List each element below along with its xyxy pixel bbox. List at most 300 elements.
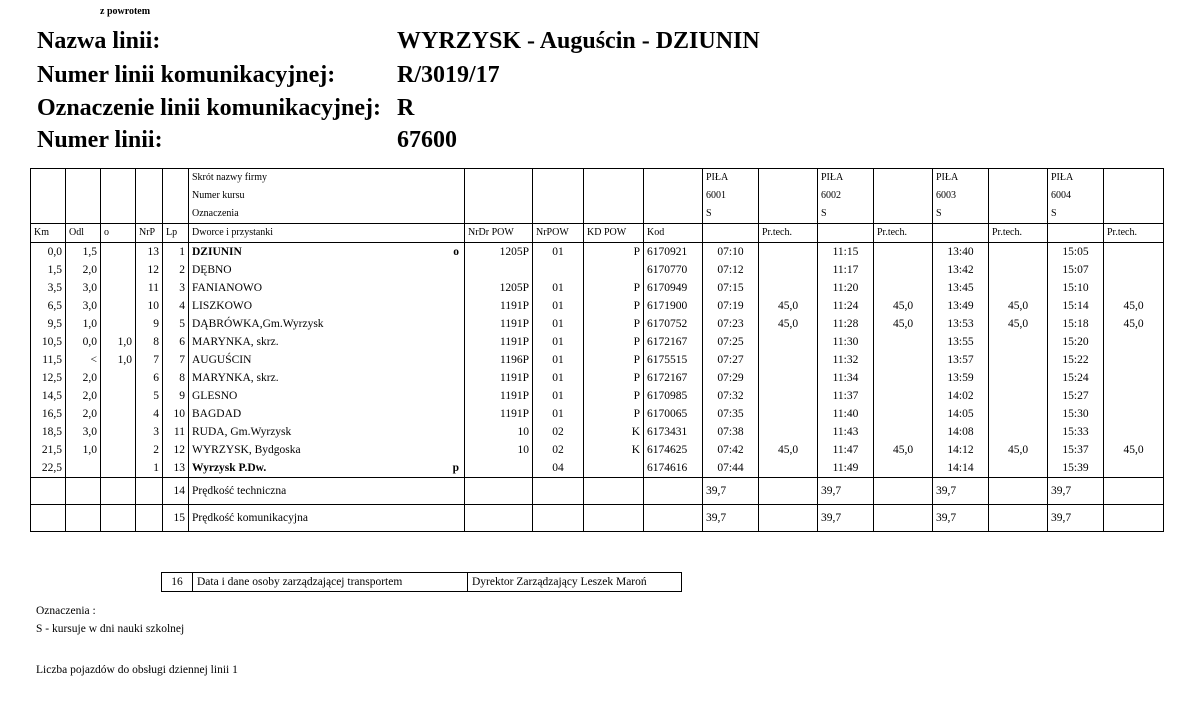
nrpow-cell: 01 — [533, 405, 584, 423]
stop-row — [31, 351, 1164, 369]
line-name-label: Nazwa linii: — [37, 28, 161, 54]
course-company: PIŁA — [1048, 169, 1104, 188]
nrdr-cell: 10 — [465, 441, 533, 459]
prtech-cell — [874, 279, 933, 297]
kod-cell: 6170770 — [644, 261, 703, 279]
o-cell — [101, 243, 136, 262]
col-stops: Dworce i przystanki — [189, 224, 465, 243]
legend-s: S - kursuje w dni nauki szkolnej — [36, 623, 185, 635]
empty-cell — [66, 169, 101, 188]
odl-cell: 3,0 — [66, 297, 101, 315]
stop-cell — [189, 459, 465, 478]
prtech-cell — [874, 459, 933, 478]
lp-cell: 9 — [163, 387, 189, 405]
kod-cell: 6175515 — [644, 351, 703, 369]
lp-cell: 4 — [163, 297, 189, 315]
prtech-cell: 45,0 — [759, 297, 818, 315]
empty-cell — [874, 169, 933, 188]
nrpow-cell: 01 — [533, 351, 584, 369]
col-time — [1048, 224, 1104, 243]
stop-row — [31, 261, 1164, 279]
departure-time: 13:53 — [933, 315, 989, 333]
o-cell: 1,0 — [101, 351, 136, 369]
prtech-cell — [874, 243, 933, 262]
line-number-row — [37, 127, 457, 154]
empty-cell — [465, 169, 533, 188]
nrpow-cell: 01 — [533, 387, 584, 405]
nrpow-cell: 01 — [533, 243, 584, 262]
col-lp: Lp — [163, 224, 189, 243]
lp-cell: 6 — [163, 333, 189, 351]
prtech-cell — [1104, 387, 1164, 405]
empty-cell — [163, 205, 189, 224]
o-cell — [101, 261, 136, 279]
empty-cell — [989, 187, 1048, 205]
stop-cell — [189, 405, 465, 423]
course-mark: S — [1048, 205, 1104, 224]
departure-time: 11:47 — [818, 441, 874, 459]
empty-cell — [759, 505, 818, 532]
stop-row — [31, 387, 1164, 405]
empty-cell — [533, 205, 584, 224]
o-cell — [101, 459, 136, 478]
nrp-cell: 3 — [136, 423, 163, 441]
empty-cell — [874, 505, 933, 532]
speed-value: 39,7 — [933, 505, 989, 532]
empty-cell — [31, 169, 66, 188]
stop-cell — [189, 333, 465, 351]
departure-time: 11:20 — [818, 279, 874, 297]
stop-cell — [189, 243, 465, 262]
legend-vehicles: Liczba pojazdów do obsługi dziennej linii 1 — [36, 664, 238, 676]
departure-time: 11:28 — [818, 315, 874, 333]
prtech-cell — [1104, 243, 1164, 262]
prtech-cell — [989, 423, 1048, 441]
empty-cell — [163, 169, 189, 188]
empty-cell — [584, 169, 644, 188]
empty-cell — [584, 478, 644, 505]
empty-cell — [1104, 505, 1164, 532]
departure-time: 15:20 — [1048, 333, 1104, 351]
stop-row — [31, 315, 1164, 333]
km-cell: 14,5 — [41, 390, 62, 402]
nrp-cell: 6 — [136, 369, 163, 387]
km-cell: 3,5 — [47, 282, 62, 294]
prtech-cell — [1104, 333, 1164, 351]
empty-cell — [874, 187, 933, 205]
meta-label-course: Numer kursu — [189, 187, 465, 205]
course-number: 6002 — [818, 187, 874, 205]
stop-name: WYRZYSK, Bydgoska — [192, 444, 301, 456]
km-cell: 16,5 — [41, 408, 62, 420]
empty-cell — [759, 169, 818, 188]
speed-value: 39,7 — [703, 478, 759, 505]
speed-value: 39,7 — [933, 478, 989, 505]
kd-cell: K — [584, 423, 644, 441]
kd-cell: K — [584, 441, 644, 459]
o-cell — [101, 423, 136, 441]
empty-cell — [584, 187, 644, 205]
departure-time: 11:24 — [818, 297, 874, 315]
empty-cell — [989, 505, 1048, 532]
kd-cell: P — [584, 297, 644, 315]
prtech-cell — [874, 369, 933, 387]
nrp-cell: 8 — [136, 333, 163, 351]
empty-cell — [465, 205, 533, 224]
course-mark: S — [933, 205, 989, 224]
prtech-cell — [874, 351, 933, 369]
prtech-cell — [989, 387, 1048, 405]
nrdr-cell: 1196P — [465, 351, 533, 369]
empty-cell — [465, 187, 533, 205]
departure-time: 14:08 — [933, 423, 989, 441]
prtech-cell — [989, 243, 1048, 262]
nrp-cell: 9 — [136, 315, 163, 333]
empty-cell — [465, 505, 533, 532]
departure-time: 14:02 — [933, 387, 989, 405]
prtech-cell: 45,0 — [1104, 297, 1164, 315]
col-kdpow: KD POW — [584, 224, 644, 243]
stop-cell — [189, 441, 465, 459]
col-nrpow: NrPOW — [533, 224, 584, 243]
stop-name: DĘBNO — [192, 264, 232, 276]
nrp-cell: 5 — [136, 387, 163, 405]
nrdr-cell: 1191P — [465, 297, 533, 315]
stop-name: MARYNKA, skrz. — [192, 372, 279, 384]
empty-cell — [31, 205, 66, 224]
col-odl: Odl — [66, 224, 101, 243]
prtech-cell — [874, 405, 933, 423]
odl-cell: 2,0 — [66, 369, 101, 387]
kd-cell: P — [584, 369, 644, 387]
stop-row — [31, 369, 1164, 387]
stop-cell — [189, 297, 465, 315]
col-nrp: NrP — [136, 224, 163, 243]
nrpow-cell: 04 — [533, 459, 584, 478]
meta-label-marks: Oznaczenia — [189, 205, 465, 224]
stop-name: AUGUŚCIN — [192, 354, 252, 366]
prtech-cell — [874, 423, 933, 441]
odl-cell: 3,0 — [66, 423, 101, 441]
stop-name: MARYNKA, skrz. — [192, 336, 279, 348]
nrpow-cell: 01 — [533, 297, 584, 315]
departure-time: 07:12 — [703, 261, 759, 279]
departure-time: 13:40 — [933, 243, 989, 262]
lp-cell: 5 — [163, 315, 189, 333]
o-cell — [101, 279, 136, 297]
meta-row — [31, 169, 1164, 188]
prtech-cell — [759, 369, 818, 387]
stop-flag: p — [452, 462, 459, 474]
stop-flag: o — [453, 246, 459, 258]
prtech-cell: 45,0 — [874, 297, 933, 315]
departure-time: 15:18 — [1048, 315, 1104, 333]
prtech-cell — [989, 261, 1048, 279]
empty-cell — [136, 505, 163, 532]
prtech-cell — [759, 261, 818, 279]
o-cell — [101, 315, 136, 333]
departure-time: 11:43 — [818, 423, 874, 441]
prtech-cell — [1104, 261, 1164, 279]
empty-cell — [874, 205, 933, 224]
prtech-cell — [759, 405, 818, 423]
empty-cell — [644, 169, 703, 188]
kod-cell: 6174625 — [644, 441, 703, 459]
o-cell — [101, 387, 136, 405]
odl-cell: 1,5 — [66, 243, 101, 262]
speed-lp: 14 — [163, 478, 189, 505]
empty-cell — [136, 187, 163, 205]
stop-cell — [189, 351, 465, 369]
column-header-row — [31, 224, 1164, 243]
departure-time: 15:07 — [1048, 261, 1104, 279]
stop-cell — [189, 423, 465, 441]
nrpow-cell: 01 — [533, 333, 584, 351]
empty-cell — [101, 505, 136, 532]
prtech-cell — [759, 333, 818, 351]
km-cell: 1,5 — [47, 264, 62, 276]
empty-cell — [989, 205, 1048, 224]
odl-cell — [66, 459, 101, 478]
empty-cell — [1104, 187, 1164, 205]
col-time — [703, 224, 759, 243]
km-cell: 11,5 — [42, 354, 62, 366]
stop-row — [31, 243, 1164, 262]
kd-cell: P — [584, 405, 644, 423]
departure-time: 15:37 — [1048, 441, 1104, 459]
prtech-cell — [1104, 369, 1164, 387]
empty-cell — [101, 478, 136, 505]
empty-cell — [644, 205, 703, 224]
course-number: 6001 — [703, 187, 759, 205]
stop-cell — [189, 261, 465, 279]
departure-time: 14:12 — [933, 441, 989, 459]
course-mark: S — [818, 205, 874, 224]
timetable — [30, 168, 1164, 532]
empty-cell — [584, 505, 644, 532]
o-cell — [101, 441, 136, 459]
prtech-cell — [874, 261, 933, 279]
odl-cell: 2,0 — [66, 387, 101, 405]
line-number-value: 67600 — [397, 127, 457, 153]
kd-cell: P — [584, 351, 644, 369]
odl-cell: 0,0 — [66, 333, 101, 351]
departure-time: 07:25 — [703, 333, 759, 351]
empty-cell — [163, 187, 189, 205]
prtech-cell — [874, 387, 933, 405]
lp-cell: 12 — [163, 441, 189, 459]
departure-time: 11:49 — [818, 459, 874, 478]
departure-time: 14:05 — [933, 405, 989, 423]
prtech-cell — [759, 423, 818, 441]
empty-cell — [533, 478, 584, 505]
kd-cell: P — [584, 315, 644, 333]
o-cell — [101, 297, 136, 315]
departure-time: 11:32 — [818, 351, 874, 369]
return-direction-note: z powrotem — [100, 6, 151, 17]
kod-cell: 6172167 — [644, 333, 703, 351]
empty-cell — [1104, 205, 1164, 224]
empty-cell — [759, 187, 818, 205]
prtech-cell — [759, 279, 818, 297]
prtech-cell: 45,0 — [989, 315, 1048, 333]
col-prtech: Pr.tech. — [1104, 224, 1164, 243]
departure-time: 13:55 — [933, 333, 989, 351]
comm-number-value: R/3019/17 — [397, 62, 500, 88]
designation-row — [37, 95, 415, 122]
nrpow-cell: 02 — [533, 423, 584, 441]
odl-cell: 3,0 — [66, 279, 101, 297]
stop-row — [31, 459, 1164, 478]
odl-cell: 1,0 — [66, 315, 101, 333]
nrp-cell: 13 — [136, 243, 163, 262]
empty-cell — [644, 187, 703, 205]
meta-row — [31, 187, 1164, 205]
kod-cell: 6170949 — [644, 279, 703, 297]
prtech-cell — [1104, 405, 1164, 423]
departure-time: 13:49 — [933, 297, 989, 315]
stop-name: LISZKOWO — [192, 300, 253, 312]
nrdr-cell: 1205P — [465, 243, 533, 262]
nrp-cell: 12 — [136, 261, 163, 279]
empty-cell — [533, 187, 584, 205]
nrdr-cell: 1191P — [465, 387, 533, 405]
stop-cell — [189, 279, 465, 297]
kd-cell — [584, 459, 644, 478]
nrdr-cell: 1191P — [465, 333, 533, 351]
lp-cell: 1 — [163, 243, 189, 262]
lp-cell: 13 — [163, 459, 189, 478]
speed-tech-row — [31, 478, 1164, 505]
designation-label: Oznaczenie linii komunikacyjnej: — [37, 95, 381, 121]
departure-time: 07:19 — [703, 297, 759, 315]
departure-time: 11:34 — [818, 369, 874, 387]
nrdr-cell: 1191P — [465, 405, 533, 423]
prtech-cell — [759, 459, 818, 478]
manager-box — [161, 572, 682, 592]
stop-row — [31, 279, 1164, 297]
line-name-value: WYRZYSK - Auguścin - DZIUNIN — [397, 28, 760, 54]
departure-time: 07:10 — [703, 243, 759, 262]
line-number-label: Numer linii: — [37, 127, 163, 153]
stop-name: DĄBRÓWKA,Gm.Wyrzysk — [192, 318, 324, 330]
speed-lp: 15 — [163, 505, 189, 532]
stop-row — [31, 441, 1164, 459]
col-o: o — [101, 224, 136, 243]
lp-cell: 7 — [163, 351, 189, 369]
nrpow-cell: 01 — [533, 369, 584, 387]
empty-cell — [644, 505, 703, 532]
col-prtech: Pr.tech. — [874, 224, 933, 243]
nrpow-cell — [533, 261, 584, 279]
kd-cell: P — [584, 243, 644, 262]
empty-cell — [101, 169, 136, 188]
empty-cell — [31, 187, 66, 205]
course-company: PIŁA — [933, 169, 989, 188]
departure-time: 15:05 — [1048, 243, 1104, 262]
departure-time: 07:35 — [703, 405, 759, 423]
km-cell: 10,5 — [41, 336, 62, 348]
o-cell — [101, 405, 136, 423]
departure-time: 07:15 — [703, 279, 759, 297]
km-cell: 0,0 — [47, 246, 62, 258]
nrdr-cell — [465, 261, 533, 279]
prtech-cell — [989, 405, 1048, 423]
departure-time: 07:32 — [703, 387, 759, 405]
km-cell: 22,5 — [41, 462, 62, 474]
prtech-cell — [1104, 459, 1164, 478]
nrp-cell: 10 — [136, 297, 163, 315]
prtech-cell — [989, 333, 1048, 351]
meta-row — [31, 205, 1164, 224]
km-cell: 21,5 — [41, 444, 62, 456]
prtech-cell: 45,0 — [1104, 441, 1164, 459]
departure-time: 15:22 — [1048, 351, 1104, 369]
departure-time: 13:59 — [933, 369, 989, 387]
empty-cell — [533, 505, 584, 532]
empty-cell — [989, 478, 1048, 505]
speed-value: 39,7 — [1048, 478, 1104, 505]
departure-time: 15:27 — [1048, 387, 1104, 405]
o-cell: 1,0 — [101, 333, 136, 351]
kod-cell: 6170065 — [644, 405, 703, 423]
empty-cell — [31, 478, 66, 505]
departure-time: 11:30 — [818, 333, 874, 351]
col-time — [933, 224, 989, 243]
prtech-cell: 45,0 — [1104, 315, 1164, 333]
odl-cell: 2,0 — [66, 261, 101, 279]
manager-label: Data i dane osoby zarządzającej transportem — [193, 573, 468, 592]
kod-cell: 6172167 — [644, 369, 703, 387]
departure-time: 13:42 — [933, 261, 989, 279]
lp-cell: 8 — [163, 369, 189, 387]
course-company: PIŁA — [703, 169, 759, 188]
speed-label: Prędkość komunikacyjna — [189, 505, 465, 532]
prtech-cell: 45,0 — [759, 441, 818, 459]
o-cell — [101, 369, 136, 387]
empty-cell — [136, 169, 163, 188]
speed-value: 39,7 — [818, 478, 874, 505]
departure-time: 11:37 — [818, 387, 874, 405]
comm-number-label: Numer linii komunikacyjnej: — [37, 62, 336, 88]
nrp-cell: 4 — [136, 405, 163, 423]
stop-row — [31, 423, 1164, 441]
kd-cell — [584, 261, 644, 279]
col-km: Km — [34, 227, 49, 238]
departure-time: 11:40 — [818, 405, 874, 423]
nrpow-cell: 01 — [533, 315, 584, 333]
prtech-cell — [759, 243, 818, 262]
meta-label-company: Skrót nazwy firmy — [189, 169, 465, 188]
kod-cell: 6170985 — [644, 387, 703, 405]
nrpow-cell: 02 — [533, 441, 584, 459]
kod-cell: 6174616 — [644, 459, 703, 478]
stop-row — [31, 297, 1164, 315]
departure-time: 15:39 — [1048, 459, 1104, 478]
stop-cell — [189, 315, 465, 333]
lp-cell: 3 — [163, 279, 189, 297]
departure-time: 15:24 — [1048, 369, 1104, 387]
departure-time: 07:42 — [703, 441, 759, 459]
nrpow-cell: 01 — [533, 279, 584, 297]
nrdr-cell — [465, 459, 533, 478]
course-mark: S — [703, 205, 759, 224]
empty-cell — [533, 169, 584, 188]
odl-cell: 2,0 — [66, 405, 101, 423]
kod-cell: 6170752 — [644, 315, 703, 333]
col-kod: Kod — [644, 224, 703, 243]
prtech-cell — [759, 387, 818, 405]
